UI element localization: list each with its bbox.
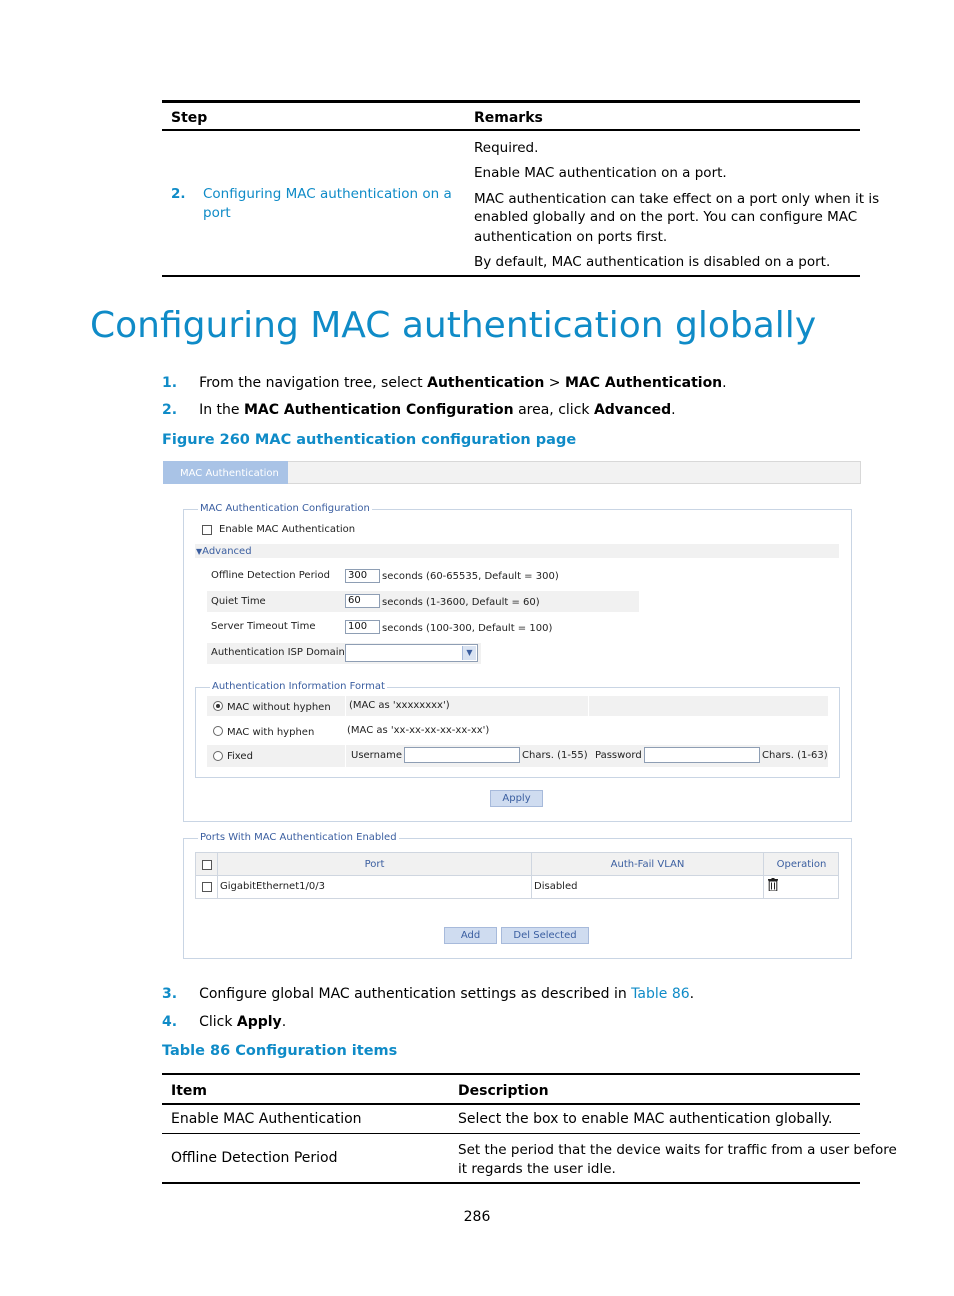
format-hyphen-radio[interactable] — [213, 726, 223, 736]
username-chars-hint: Chars. (1-55) — [522, 750, 588, 761]
section-title: Configuring MAC authentication globally — [90, 305, 817, 346]
step-1-number: 1. — [162, 375, 178, 391]
port-name: GigabitEthernet1/0/3 — [220, 881, 325, 892]
step-1-sep: > — [544, 375, 565, 391]
step-2-area: MAC Authentication Configuration — [243, 402, 514, 418]
quiet-time-input[interactable]: 60 — [345, 594, 380, 608]
ports-header-rule — [195, 875, 839, 876]
isp-domain-label: Authentication ISP Domain — [211, 647, 345, 658]
step-1-text: From the navigation tree, select — [199, 375, 428, 391]
items-row-rule — [162, 1133, 860, 1134]
step-link-line1[interactable]: Configuring MAC authentication on a — [203, 186, 452, 202]
format-no-hyphen-label: MAC without hyphen — [227, 702, 331, 713]
col-header-remarks: Remarks — [474, 110, 543, 126]
format-fixed-radio[interactable] — [213, 751, 223, 761]
format-row3-divider — [345, 745, 346, 767]
server-timeout-input[interactable]: 100 — [345, 620, 380, 634]
step-4-end: . — [281, 1014, 287, 1030]
format-no-hyphen-radio[interactable] — [213, 701, 223, 711]
password-input[interactable] — [644, 747, 760, 763]
offline-period-hint: seconds (60-65535, Default = 300) — [382, 571, 559, 582]
remark-required: Required. — [474, 140, 539, 156]
tab-mac-authentication[interactable]: MAC Authentication — [163, 461, 288, 484]
select-all-checkbox[interactable] — [202, 860, 212, 870]
col-port: Port — [364, 859, 385, 870]
format-row1-divider2 — [588, 696, 589, 716]
offline-period-label: Offline Detection Period — [211, 570, 330, 581]
offline-period-input[interactable]: 300 — [345, 569, 380, 583]
desc-offline-line1: Set the period that the device waits for traffic from a user before — [458, 1142, 897, 1158]
step-3-end: . — [689, 986, 695, 1002]
procedure-step-3 — [162, 986, 694, 1002]
format-no-hyphen-hint: (MAC as 'xxxxxxxx') — [349, 700, 450, 711]
table-caption: Table 86 Configuration items — [162, 1043, 398, 1059]
col-auth-fail-vlan: Auth-Fail VLAN — [610, 859, 685, 870]
format-legend: Authentication Information Format — [212, 681, 385, 692]
format-fixed-label: Fixed — [227, 751, 253, 762]
triangle-down-icon: ▼ — [196, 547, 203, 556]
ports-legend: Ports With MAC Authentication Enabled — [200, 832, 397, 843]
items-header-rule — [162, 1103, 860, 1105]
step-1-menu-auth: Authentication — [427, 375, 545, 391]
item-offline: Offline Detection Period — [171, 1150, 338, 1166]
table-86-link[interactable]: Table 86 — [631, 986, 690, 1002]
quiet-time-label: Quiet Time — [211, 596, 266, 607]
procedure-step-4 — [162, 1014, 286, 1030]
password-label: Password — [595, 750, 642, 761]
format-hyphen-hint: (MAC as 'xx-xx-xx-xx-xx-xx') — [347, 725, 490, 736]
col-header-step: Step — [171, 110, 208, 126]
password-chars-hint: Chars. (1-63) — [762, 750, 828, 761]
remark-effect-line1: MAC authentication can take effect on a port only when it is — [474, 191, 880, 207]
items-top-rule — [162, 1073, 860, 1075]
port-row-checkbox[interactable] — [202, 882, 212, 892]
col-header-description: Description — [458, 1083, 549, 1099]
step-3-text: Configure global MAC authentication settings as described in — [199, 986, 632, 1002]
server-timeout-hint: seconds (100-300, Default = 100) — [382, 623, 553, 634]
step-2-mid: area, click — [513, 402, 594, 418]
table-top-rule — [162, 100, 860, 103]
step-2-number: 2. — [162, 402, 178, 418]
enable-mac-auth-checkbox[interactable] — [202, 525, 212, 535]
procedure-step-1 — [162, 375, 727, 391]
chevron-down-icon[interactable]: ▼ — [462, 646, 476, 660]
step-1-end: . — [722, 375, 727, 391]
page-number: 286 — [463, 1209, 491, 1225]
server-timeout-label: Server Timeout Time — [211, 621, 316, 632]
desc-offline-line2: it regards the user idle. — [458, 1161, 616, 1177]
port-vlan: Disabled — [534, 881, 578, 892]
format-row1-divider — [345, 696, 346, 716]
step-4-text: Click — [199, 1014, 237, 1030]
step-3-number: 3. — [162, 986, 178, 1002]
del-selected-button[interactable]: Del Selected — [501, 927, 589, 944]
apply-button[interactable]: Apply — [490, 790, 543, 807]
table-header-rule — [162, 129, 860, 131]
username-label: Username — [351, 750, 402, 761]
remark-effect-line3: authentication on ports first. — [474, 229, 668, 245]
username-input[interactable] — [404, 747, 520, 763]
table-bottom-rule — [162, 275, 860, 277]
quiet-time-hint: seconds (1-3600, Default = 60) — [382, 597, 540, 608]
advanced-label: Advanced — [202, 546, 252, 557]
config-legend: MAC Authentication Configuration — [200, 503, 370, 514]
step-2-text: In the — [199, 402, 244, 418]
desc-enable: Select the box to enable MAC authentication globally. — [458, 1111, 833, 1127]
remark-effect-line2: enabled globally and on the port. You can configure MAC — [474, 209, 858, 225]
items-bottom-rule — [162, 1182, 860, 1184]
step-link-line2[interactable]: port — [203, 205, 231, 221]
col-header-item: Item — [171, 1083, 207, 1099]
step-4-number: 4. — [162, 1014, 178, 1030]
item-enable: Enable MAC Authentication — [171, 1111, 362, 1127]
format-hyphen-label: MAC with hyphen — [227, 727, 315, 738]
remark-enable: Enable MAC authentication on a port. — [474, 165, 727, 181]
advanced-bar — [195, 544, 839, 558]
enable-mac-auth-label: Enable MAC Authentication — [219, 524, 356, 535]
step-1-menu-mac: MAC Authentication — [565, 375, 723, 391]
step-4-apply: Apply — [236, 1014, 282, 1030]
trash-icon[interactable] — [768, 878, 778, 894]
figure-caption: Figure 260 MAC authentication configuration page — [162, 432, 577, 448]
isp-domain-select[interactable] — [345, 644, 478, 662]
col-operation: Operation — [776, 859, 827, 870]
remark-default: By default, MAC authentication is disabled on a port. — [474, 254, 831, 270]
procedure-step-2 — [162, 402, 676, 418]
advanced-toggle[interactable] — [196, 546, 252, 557]
step-2-advanced: Advanced — [593, 402, 672, 418]
step-number: 2. — [171, 186, 186, 202]
add-button[interactable]: Add — [444, 927, 497, 944]
step-2-end: . — [671, 402, 676, 418]
